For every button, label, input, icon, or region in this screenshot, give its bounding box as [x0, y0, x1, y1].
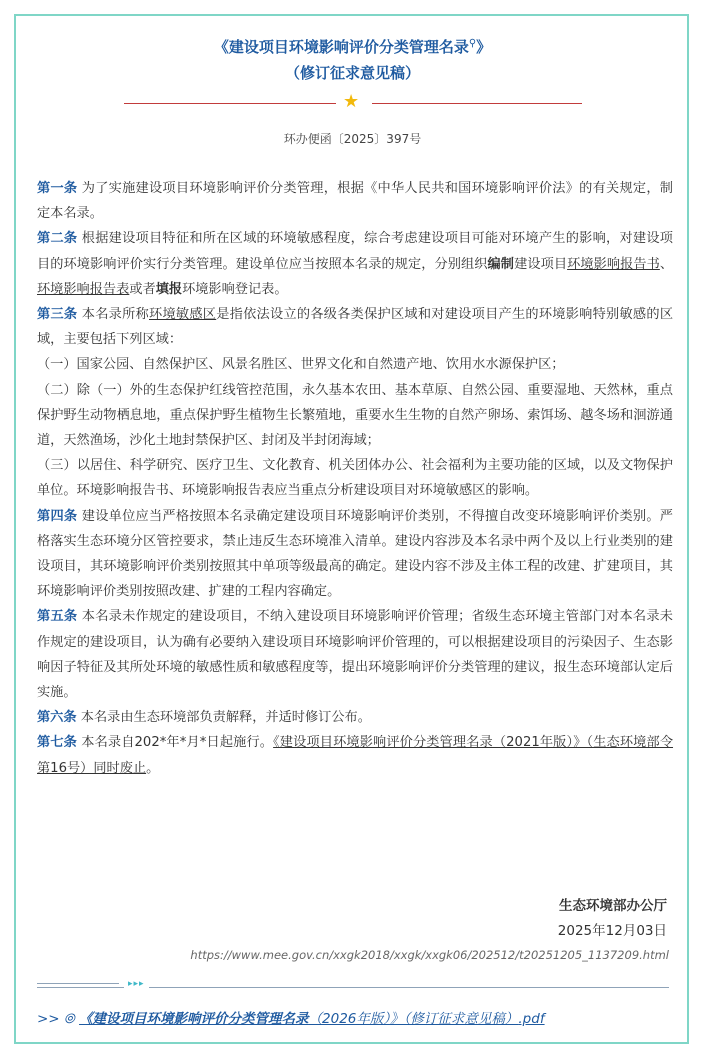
article-5: 第五条 本名录未作规定的建设项目，不纳入建设项目环境影响评价管理；省级生态环境主管部门对本名录未作规定的建设项目，认为确有必要纳入建设项目环境影响评价管理的，可以根据建设项目的污染因子、生态影响因子特征及其所处环境的敏感性质和敏感程度等，提出环境影响评价分类管理的建议，报生态环境部认定后实施。 — [37, 609, 673, 701]
source-url[interactable]: https://www.mee.gov.cn/xxgk2018/xxgk/xxgk06/202512/t20251205_1137209.html — [190, 948, 669, 962]
article-3-item-1: （一）国家公园、自然保护区、风景名胜区、世界文化和自然遗产地、饮用水水源保护区； — [37, 357, 565, 373]
link-icon: ⦾ — [63, 1011, 75, 1027]
article-3: 第三条 本名录所称环境敏感区是指依法设立的各级各类保护区域和对建设项目产生的环境影响特别敏感的区域，主要包括下列区域： — [37, 307, 674, 348]
document-number: 环办便函〔2025〕397号 — [283, 132, 422, 146]
divider-left — [124, 103, 336, 104]
article-6: 第六条 本名录由生态环境部负责解释，并适时修订公布。 — [37, 710, 371, 726]
star-icon: ★ — [343, 91, 360, 112]
signature-block — [558, 894, 667, 944]
article-7: 第七条 本名录自202*年*月*日起施行。《建设项目环境影响评价分类管理名录（2021年版）》（生态环境部令第16号）同时废止。 — [37, 735, 674, 776]
term-link-sensitive-area[interactable]: 环境敏感区 — [149, 307, 217, 323]
article-4: 第四条 建设单位应当严格按照本名录确定建设项目环境影响评价类别，不得擅自改变环境影响评价类别。严格落实生态环境分区管控要求，禁止违反生态环境准入清单。建设内容涉及本名录中两个及以上行业类别的建设项目，其环境影响评价类别按照其中单项等级最高的确定。建设内容不涉及主体工程的改建、扩建项目，其环境影响评价类别按照改建、扩建的工程内容确定。 — [37, 508, 673, 600]
term-link-report-form[interactable]: 环境影响报告表 — [37, 281, 130, 297]
issue-date: 2025年12月03日 — [557, 923, 667, 939]
attachment-link[interactable]: >> ⦾ 《建设项目环境影响评价分类管理名录（2026年版）》（修订征求意见稿）.pdf — [37, 1011, 545, 1027]
triangle-arrows-icon: ▸▸▸ — [124, 979, 149, 989]
divider-right — [372, 103, 582, 104]
document-body — [37, 176, 673, 781]
issuing-organization: 生态环境部办公厅 — [559, 898, 667, 914]
search-icon[interactable]: ⚲ — [468, 38, 477, 49]
term-link-old-catalog[interactable]: 《建设项目环境影响评价分类管理名录（2021年版）》（生态环境部令第16号）同时废止 — [37, 735, 674, 776]
term-link-report-book[interactable]: 环境影响报告书 — [567, 256, 660, 272]
document-title: 《建设项目环境影响评价分类管理名录⚲》 — [213, 38, 492, 56]
attachment-divider-accent — [37, 983, 119, 984]
article-3-item-3: （三）以居住、科学研究、医疗卫生、文化教育、机关团体办公、社会福利为主要功能的区域，以及文物保护单位。环境影响报告书、环境影响报告表应当重点分析建设项目对环境敏感区的影响。 — [37, 458, 673, 499]
article-2: 第二条 根据建设项目特征和所在区域的环境敏感程度，综合考虑建设项目可能对环境产生的影响，对建设项目的环境影响评价实行分类管理。建设单位应当按照本名录的规定，分别组织编制建设项目环境影响报告书、环境影响报告表或者填报环境影响登记表。 — [37, 231, 674, 297]
document-subtitle: （修订征求意见稿） — [284, 64, 420, 82]
article-1: 第一条 为了实施建设项目环境影响评价分类管理，根据《中华人民共和国环境影响评价法》的有关规定，制定本名录。 — [37, 181, 673, 222]
article-3-item-2: （二）除（一）外的生态保护红线管控范围，永久基本农田、基本草原、自然公园、重要湿地、天然林，重点保护野生动物栖息地，重点保护野生植物生长繁殖地，重要水生生物的自然产卵场、索饵场、越冬场和洄游通道，天然渔场，沙化土地封禁保护区、封闭及半封闭海域； — [37, 382, 673, 449]
